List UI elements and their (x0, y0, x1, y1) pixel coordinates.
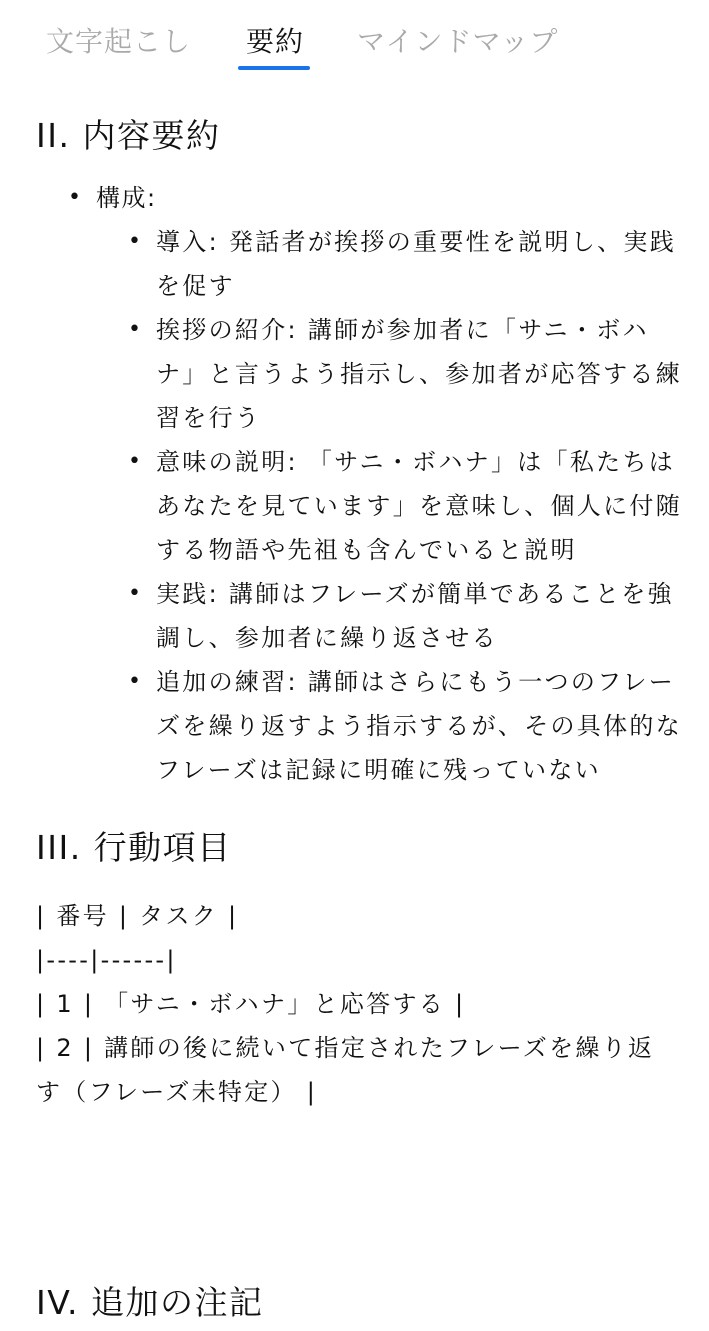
bullet-icon: • (128, 317, 144, 342)
action-items-table (36, 894, 686, 1114)
list-item (96, 440, 686, 572)
table-header-row: | 番号 | タスク | (36, 902, 239, 930)
tab-bar (0, 0, 709, 80)
active-tab-indicator (238, 66, 310, 70)
structure-sublist (96, 220, 686, 792)
list-item-text: 挨拶の紹介: 講師が参加者に「サニ・ボハナ」と言うよう指示し、参加者が応答する練習を行う (156, 316, 682, 432)
section-heading-content-summary: II. 内容要約 (36, 116, 221, 155)
list-item-structure (36, 176, 686, 792)
bullet-icon: • (128, 581, 144, 606)
list-item (96, 308, 686, 440)
list-item (96, 220, 686, 308)
section-heading-action-items: III. 行動項目 (36, 828, 232, 867)
list-item (96, 660, 686, 792)
list-item-text: 実践: 講師はフレーズが簡単であることを強調し、参加者に繰り返させる (156, 580, 674, 652)
list-item-text: 導入: 発話者が挨拶の重要性を説明し、実践を促す (156, 228, 677, 300)
list-item-text: 追加の練習: 講師はさらにもう一つのフレーズを繰り返すよう指示するが、その具体的なフレーズは記録に明確に残っていない (156, 668, 682, 784)
table-separator-row: |----|------| (36, 946, 177, 974)
summary-list (36, 176, 686, 792)
summary-content (36, 108, 686, 1114)
bullet-icon: • (128, 229, 144, 254)
table-row: | 2 | 講師の後に続いて指定されたフレーズを繰り返す（フレーズ未特定） | (36, 1034, 655, 1106)
section-heading-additional-notes: IV. 追加の注記 (36, 1283, 264, 1323)
tab-summary[interactable]: 要約 (246, 25, 305, 58)
bullet-icon: • (128, 669, 144, 694)
bullet-icon: • (128, 449, 144, 474)
tab-transcript[interactable]: 文字起こし (46, 25, 192, 58)
structure-label: 構成: (96, 184, 157, 212)
action-items-section (36, 820, 686, 1114)
tab-mindmap[interactable]: マインドマップ (357, 25, 559, 58)
table-row: | 1 | 「サニ・ボハナ」と応答する | (36, 990, 466, 1018)
bullet-icon: • (68, 185, 81, 210)
list-item-text: 意味の説明: 「サニ・ボハナ」は「私たちはあなたを見ています」を意味し、個人に付随する物語や先祖も含んでいると説明 (156, 448, 682, 564)
list-item (96, 572, 686, 660)
